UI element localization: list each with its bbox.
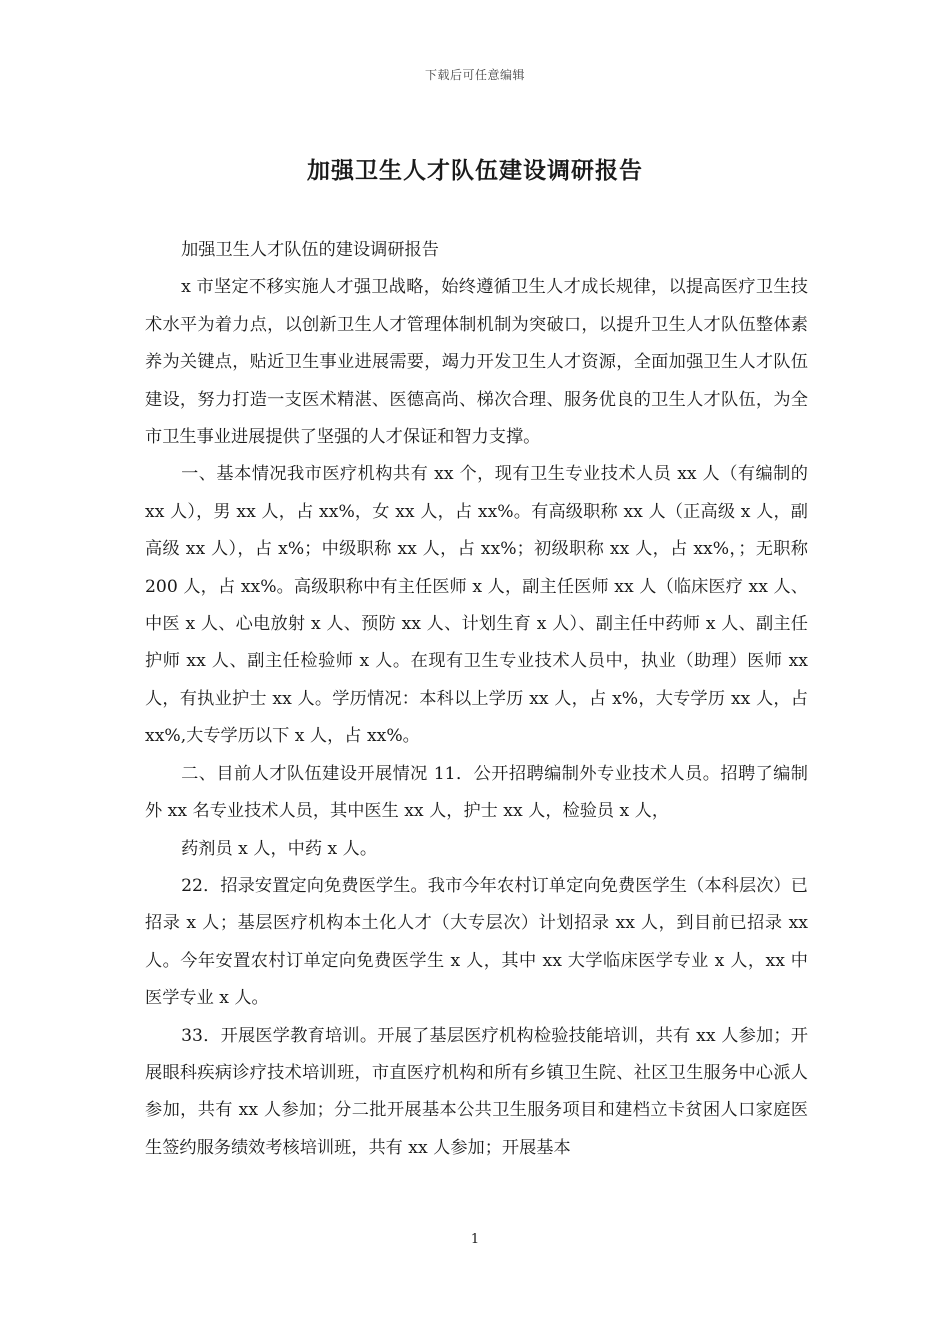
paragraph-recruitment-cont: 药剂员 x 人，中药 x 人。 [181,838,378,859]
page-header-note: 下载后可任意编辑 [424,68,525,82]
document-title: 加强卫生人才队伍建设调研报告 [307,158,643,184]
paragraph-intro: x 市坚定不移实施人才强卫战略，始终遵循卫生人才成长规律，以提高医疗卫生技术水平为着力点，以创新卫生人才管理体制机制为突破口，以提升卫生人才队伍整体素养为关键点，贴近卫生事业进展需要，竭力开发卫生人才资源，全面加强卫生人才队伍建设，努力打造一支医术精湛、医德高尚、梯次合理、服务优良的卫生人才队伍，为全市卫生事业进展提供了坚强的人才保证和智力支撑。 [145,277,808,448]
paragraph-training: 33．开展医学教育培训。开展了基层医疗机构检验技能培训，共有 xx 人参加；开展眼科疾病诊疗技术培训班，市直医疗机构和所有乡镇卫生院、社区卫生服务中心派人参加，共有 xx 人参加；分二批开展基本公共卫生服务项目和建档立卡贫困人口家庭医生签约服务绩效考核培训班，共有 xx 人参加；开展基本 [145,1025,808,1158]
paragraph-medical-students: 22．招录安置定向免费医学生。我市今年农村订单定向免费医学生（本科层次）已招录 x 人；基层医疗机构本土化人才（大专层次）计划招录 xx 人，到目前已招录 xx 人。今年安置农村订单定向免费医学生 x 人，其中 xx 大学临床医学专业 x 人，xx 中医学专业 x 人。 [145,875,808,1009]
document-body [145,232,808,1167]
page-number: 1 [470,1232,480,1247]
paragraph-subtitle: 加强卫生人才队伍的建设调研报告 [181,240,439,260]
paragraph-basic-situation: 一、基本情况我市医疗机构共有 xx 个，现有卫生专业技术人员 xx 人（有编制的 xx 人），男 xx 人，占 xx%，女 xx 人，占 xx%。有高级职称 xx 人（正高级 x 人，副高级 xx 人），占 x%；中级职称 xx 人，占 xx%；初级职称 xx 人，占 xx%，；无职称 200 人，占 xx%。高级职称中有主任医师 x 人，副主任医师 xx 人（临床医疗 xx 人、中医 x 人、心电放射 x 人、预防 xx 人、计划生育 x 人）、副主任中药师 x 人、副主任护师 xx 人、副主任检验师 x 人。在现有卫生专业技术人员中，执业（助理）医师 xx 人，有执业护士 xx 人。学历情况：本科以上学历 xx 人，占 x%，大专学历 xx 人，占 xx%,大专学历以下 x 人，占 xx%。 [145,464,808,747]
paragraph-recruitment: 二、目前人才队伍建设开展情况 11．公开招聘编制外专业技术人员。招聘了编制外 xx 名专业技术人员，其中医生 xx 人，护士 xx 人，检验员 x 人， [145,763,808,822]
